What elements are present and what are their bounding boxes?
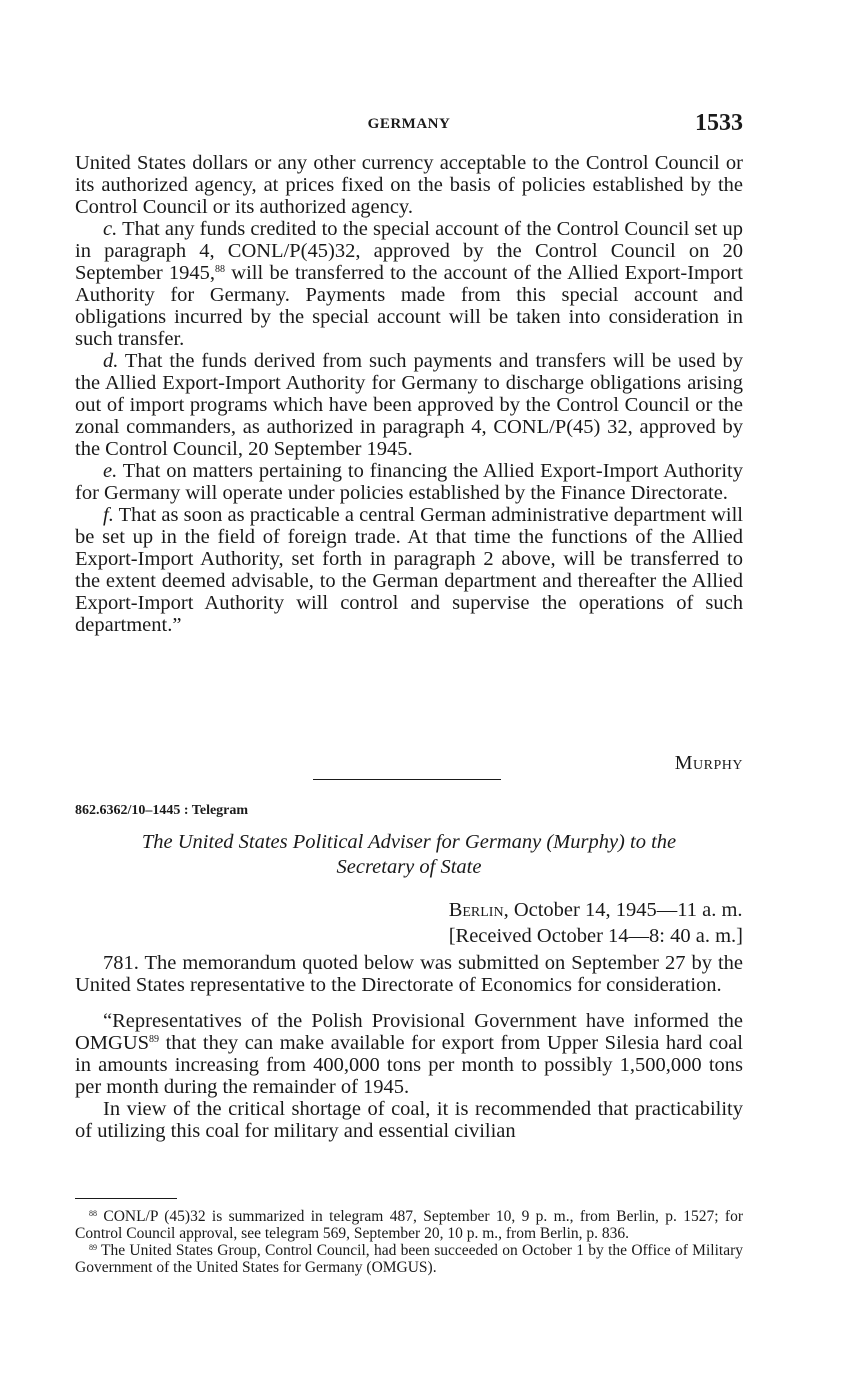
- paragraph-e: [75, 460, 743, 504]
- footnote-number: 89: [89, 1243, 97, 1252]
- footnote-divider: [75, 1198, 177, 1199]
- file-number: 862.6362/10–1445 : Telegram: [75, 803, 249, 818]
- quote-paragraph-1-text-b: that they can make available for export from Upper Silesia hard coal in amounts increasing from 400,000 tons per month to possibly 1,500,000 tons per month during the remainder of 1945.: [75, 1032, 743, 1098]
- quote-paragraph-1: [75, 1010, 743, 1098]
- quote-paragraph-2: In view of the critical shortage of coal, it is recommended that practicability of utilizing this coal for military and essential civilian: [75, 1098, 743, 1142]
- paragraph-c-text-b: will be transferred to the account of the Allied Export-Import Authority for Germany. Payments made from this special account and obligations incurred by the special account will be taken into consideration in such transfer.: [75, 262, 743, 350]
- paragraph-781: 781. The memorandum quoted below was submitted on September 27 by the United States representative to the Directorate of Economics for consideration.: [75, 952, 743, 996]
- dateline-received: [Received October 14—8: 40 a. m.]: [448, 925, 743, 947]
- dateline-date: October 14, 1945—11 a. m.: [508, 899, 743, 921]
- dateline-sent: [449, 897, 743, 923]
- item-label-e: e.: [103, 460, 118, 482]
- paragraph-e-text: That on matters pertaining to financing the Allied Export-Import Authority for Germany will operate under policies established by the Finance Directorate.: [75, 460, 743, 504]
- dateline-place: Berlin,: [448, 899, 509, 921]
- paragraph-f: [75, 504, 743, 636]
- paragraph-c: [75, 218, 743, 350]
- paragraph-text: United States dollars or any other currency acceptable to the Control Council or its authorized agency, at prices fixed on the basis of policies established by the Control Council or its authorized agency.: [75, 152, 743, 218]
- paragraph-c-text-a: That any funds credited to the special account of the Control Council set up in paragraph 4, CONL/P(45)32, approved by the Control Council on 20 September 1945,: [75, 218, 743, 284]
- running-head: GERMANY: [367, 116, 451, 132]
- document-title-line-2: Secretary of State: [336, 856, 482, 878]
- footnote-ref-89[interactable]: 89: [149, 1034, 160, 1045]
- footnote-text: CONL/P (45)32 is summarized in telegram 487, September 10, 9 p. m., from Berlin, p. 1527; for Control Council approval, see telegram 569, September 20, 10 p. m., from Berlin, p. 836.: [75, 1208, 743, 1242]
- footnote-88: [75, 1208, 743, 1242]
- paragraph-d: [75, 350, 743, 460]
- footnote-number: 88: [89, 1209, 97, 1218]
- item-label-f: f.: [103, 504, 114, 526]
- document-title-line-1: The United States Political Adviser for Germany (Murphy) to the: [141, 831, 677, 853]
- paragraph-d-text: That the funds derived from such payments and transfers will be used by the Allied Export-Import Authority for Germany to discharge obligations arising out of import programs which have been approved by the Control Council or the zonal commanders, as authorized in paragraph 4, CONL/P(45) 32, approved by the Control Council, 20 September 1945.: [75, 350, 743, 460]
- item-label-d: d.: [103, 350, 119, 372]
- footnote-ref-88[interactable]: 88: [215, 264, 226, 275]
- footnotes: [75, 1208, 743, 1276]
- paragraph-continuation: [75, 152, 743, 218]
- document-title: [75, 830, 743, 880]
- item-label-c: c.: [103, 218, 118, 240]
- signature: Murphy: [674, 752, 743, 774]
- paragraph-f-text: That as soon as practicable a central German administrative department will be set up in the field of foreign trade. At that time the functions of the Allied Export-Import Authority, set forth in paragraph 2 above, will be transferred to the extent deemed advisable, to the German department and thereafter the Allied Export-Import Authority will control and supervise the operations of such department.”: [75, 504, 743, 636]
- body-text-top: [75, 152, 743, 636]
- footnote-89: [75, 1242, 743, 1276]
- page-header: [75, 110, 743, 138]
- footnote-text: The United States Group, Control Council, had been succeeded on October 1 by the Office of Military Government of the United States for Germany (OMGUS).: [75, 1242, 743, 1276]
- page-number: 1533: [695, 110, 743, 136]
- dateline: [449, 897, 743, 949]
- body-text-bottom: [75, 952, 743, 1142]
- quote-paragraph-1-text-a: “Representatives of the Polish Provisional Government have informed the OMGUS: [75, 1010, 743, 1054]
- section-divider: [313, 779, 501, 780]
